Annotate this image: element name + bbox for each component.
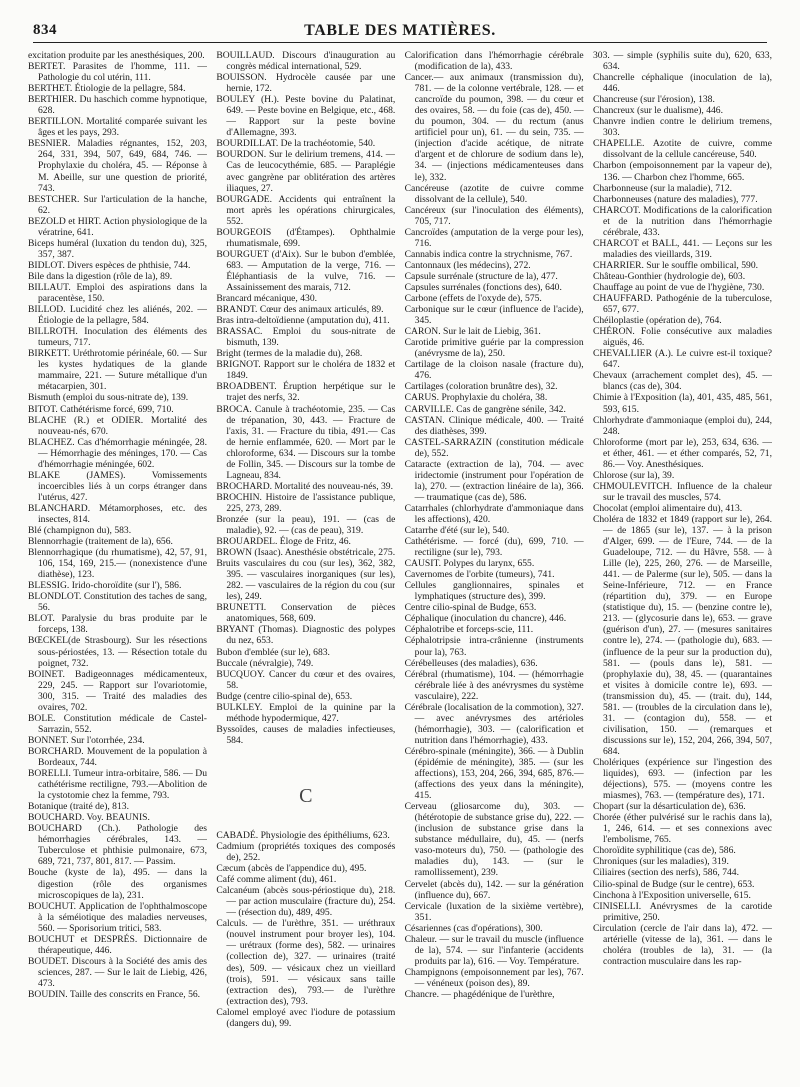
- index-entry: BLONDLOT. Constitution des taches de sang, 56.: [28, 591, 207, 614]
- index-entry: BEZOLD et HIRT. Action physiologique de la vératrine, 641.: [28, 215, 207, 238]
- index-entry: Catarrhe d'été (sur le), 540.: [404, 525, 510, 537]
- index-entry: Chloroforme (mort par le), 253, 634, 636. — et éther, 461. — et éther comparés, 52, 71, 86.— Voy. Anesthésiques.: [592, 436, 772, 470]
- index-entry: 303. — simple (syphilis suite du), 620, 633, 634.: [592, 50, 772, 73]
- index-entry: Capsule surrénale (structure de la), 477.: [404, 270, 558, 282]
- index-entry: Circulation (cercle de l'air dans la), 472. — artérielle (vitesse de la), 361. — dans le choléra (troubles de la), 31. — (la contraction musculaire dans les rap-: [592, 922, 772, 967]
- index-entry: BRASSAC. Emploi du sous-nitrate de bismuth, 139.: [216, 326, 396, 349]
- index-entry: Calcanéum (abcès sous-périostique du), 218. — par action musculaire (fracture du), 254. — (résection du), 489, 495.: [216, 885, 396, 919]
- index-entry: Calorification dans l'hémorrhagie cérébrale (modification de la), 433.: [404, 50, 584, 73]
- index-entry: BLANCHARD. Métamorphoses, etc. des insectes, 814.: [28, 502, 207, 525]
- index-entry: CHARCOT. Modifications de la calorification et de la nutrition dans l'hémorrhagie cérébrale, 433.: [592, 204, 772, 238]
- index-entry: Céphalotripsie intra-crânienne (instruments pour la), 763.: [404, 635, 584, 658]
- index-entry: CAUSIT. Polypes du larynx, 655.: [404, 558, 535, 570]
- index-entry: Brancard mécanique, 430.: [216, 293, 318, 305]
- index-entry: Blé (champignon du), 583.: [28, 525, 132, 537]
- index-entry: Chancre. — phagédénique de l'urèthre,: [404, 988, 555, 1000]
- index-entry: Bile dans la digestion (rôle de la), 89.: [28, 270, 173, 282]
- index-entry: Cholériques (expérience sur l'ingestion des liquides), 693. — (infection par les déjections), 575. — (moyens contre les miasmes), 763. — (température des), 171.: [592, 757, 772, 802]
- index-entry: CABADÉ. Physiologie des épithéliums, 623.: [216, 829, 390, 841]
- index-entry: Chancrelle céphalique (inoculation de la), 446.: [592, 72, 772, 95]
- index-entry: Cinchona à l'Exposition universelle, 615.: [592, 889, 751, 901]
- index-entry: Chlorhydrate d'ammoniaque (emploi du), 244, 248.: [592, 414, 772, 437]
- index-entry: Café comme aliment (du), 461.: [216, 874, 337, 886]
- index-entry: Céphalique (inoculation du chancre), 446.: [404, 613, 567, 625]
- index-entry: Carbone (effets de l'oxyde de), 575.: [404, 293, 542, 305]
- index-entry: Chlorose (sur la), 39.: [592, 469, 675, 481]
- index-entry: BERTHET. Étiologie de la pellagre, 584.: [28, 83, 186, 95]
- index-entry: CASTAN. Clinique médicale, 400. — Traité des diathèses, 399.: [404, 414, 584, 437]
- index-columns: [28, 50, 772, 1080]
- index-entry: Budge (centre cilio-spinal de), 653.: [216, 690, 353, 702]
- index-entry: Carotide primitive guérie par la compression (anévrysme de la), 250.: [404, 337, 584, 360]
- index-entry: BOURGADE. Accidents qui entraînent la mort après les opérations chirurgicales, 552.: [216, 193, 396, 227]
- index-entry: Château-Gonthier (hydrologie de), 603.: [592, 270, 746, 282]
- index-entry: Chopart (sur la désarticulation de), 636.: [592, 801, 746, 813]
- index-entry: Cadmium (propriétés toxiques des composés de), 252.: [216, 841, 396, 864]
- index-entry: Cataracte (extraction de la), 704. — avec iridectomie (instrument pour l'opération de la), 270. — (extraction linéaire de la), 366. — traumatique (cas de), 586.: [404, 458, 584, 503]
- index-entry: BROWN (Isaac). Anesthésie obstétricale, 275.: [216, 547, 396, 559]
- index-entry: BESNIER. Maladies régnantes, 152, 203, 264, 331, 394, 507, 649, 684, 746. — Prophylaxie du choléra, 45. — Réponse à M. Abeille, sur une question de priorité, 743.: [28, 138, 207, 194]
- index-entry: CHAUFFARD. Pathogénie de la tuberculose, 657, 677.: [592, 293, 772, 316]
- index-entry: BOULEY (H.). Peste bovine du Palatinat, 649. — Peste bovine en Belgique, etc., 468. — Rapport sur la peste bovine d'Allemagne, 393.: [216, 94, 396, 139]
- index-entry: CASTEL-SARRAZIN (constitution médicale de), 552.: [404, 436, 584, 459]
- index-entry: Cérébelleuses (des maladies), 636.: [404, 657, 538, 669]
- index-entry: Botanique (traité de), 813.: [28, 801, 129, 813]
- index-entry: CARON. Sur le lait de Liebig, 361.: [404, 326, 541, 338]
- index-entry: BLAKE (JAMES). Vomissements incoercibles liés à un corps étranger dans l'utérus, 427.: [28, 469, 207, 503]
- index-entry: BLOT. Paralysie du bras produite par le forceps, 138.: [28, 613, 207, 636]
- index-entry: BROUARDEL. Éloge de Fritz, 46.: [216, 536, 351, 548]
- index-entry: Choléra de 1832 et 1849 (rapport sur le), 264. — de 1865 (sur le), 137. — à la prison d'Alger, 699. — de l'Eure, 744. — de la Guadeloupe, 712. — du Hâvre, 558. — à Lille (le), 225, 260, 276. — de Marseille, 441. — de Palerme (sur le), 505. — dans la Seine-Inférieure, 712. — en France (répartition du), 379. — en Europe (statistique du), 15. — (benzine contre le), 213. — (glycosurie dans le), 653. — grave (guérison d'un), 27. — (mesures sanitaires contre le), 274. — (pathologie du), 683. — (influence de la peur sur la production du), 581. — (pouls dans le), 581. — (prophylaxie du), 38, 45. — (quarantaines et visites à domicile contre le), 693. — (transmission du), 45. — (trait. du), 144, 581. — (troubles de la circulation dans le), 31. — (contagion du), 558. — et civilisation, 150. — (remarques et discussions sur le), 152, 204, 266, 394, 507, 684.: [592, 513, 772, 757]
- index-entry: excitation produite par les anesthésiques, 200.: [28, 50, 205, 61]
- index-entry: Chancreuse (sur l'érosion), 138.: [592, 94, 715, 106]
- index-entry: Blennorrhagie (traitement de la), 656.: [28, 536, 173, 548]
- index-entry: BLACHE (R.) et ODIER. Mortalité des nouveau-nés, 670.: [28, 414, 207, 437]
- index-entry: Biceps huméral (luxation du tendon du), 325, 357, 387.: [28, 237, 207, 260]
- index-entry: Bruits vasculaires du cou (sur les), 362, 382, 395. — vasculaires inorganiques (sur les), 282. — vasculaires de la région du cou (sur les), 249.: [216, 558, 396, 603]
- index-entry: Bright (termes de la maladie du), 268.: [216, 348, 363, 360]
- index-entry: Cathétérisme. — forcé (du), 699, 710. — rectiligne (sur le), 793.: [404, 536, 584, 559]
- index-entry: Buccale (névralgie), 749.: [216, 657, 314, 669]
- index-entry: Chauffage au point de vue de l'hygiène, 730.: [592, 281, 765, 293]
- index-entry: Chroniques (sur les maladies), 319.: [592, 856, 729, 868]
- page-header: [33, 22, 767, 43]
- index-entry: Cervelet (abcès du), 142. — sur la génération (influence du), 667.: [404, 878, 584, 901]
- index-entry: Calculs. — de l'urèthre, 351. — uréthraux (nouvel instrument pour broyer les), 104. — urétraux (forme des), 582. — urinaires (collection de), 327. — urinaires (traité des), 509. — vésicaux chez un vieillard (trois), 591. — vésicaux sans taille (extraction des), 793.— de l'urèthre (extraction des), 793.: [216, 918, 396, 1007]
- index-entry: BOURDON. Sur le delirium tremens, 414. — Cas de leucocythémie, 685. — Paraplégie avec gangrène par oblitération des artères iliaques, 27.: [216, 149, 396, 194]
- index-entry: Bismuth (emploi du sous-nitrate de), 139.: [28, 392, 189, 404]
- index-entry: BOUCHARD (Ch.). Pathologie des hémorrhagies cérébrales, 143. — Tuberculose et phthisie pulmonaire, 673, 689, 721, 737, 801, 817. — Passim.: [28, 823, 207, 868]
- index-entry: Cervicale (luxation de la sixième vertèbre), 351.: [404, 900, 584, 923]
- index-entry: BILLAUT. Emploi des aspirations dans la paracentèse, 150.: [28, 281, 207, 305]
- index-entry: Chanvre indien contre le delirium tremens, 303.: [592, 116, 772, 139]
- index-entry: Bronzée (sur la peau), 191. — (cas de maladie), 92. — (cas de peau), 319.: [216, 513, 396, 537]
- index-entry: BROCHIN. Histoire de l'assistance publique, 225, 273, 289.: [216, 491, 396, 514]
- index-column-2: [216, 50, 395, 1080]
- index-entry: BOINET. Badigeonnages médicamenteux, 229, 245. — Rapport sur l'ovariotomie, 300, 315. — Traité des maladies des ovaires, 702.: [28, 668, 207, 713]
- index-entry: BOUCHUT et DESPRÉS. Dictionnaire de thérapeutique, 446.: [28, 933, 207, 956]
- index-entry: BŒCKEL(de Strasbourg). Sur les résections sous-périostées, 13. — Résection totale du poignet, 732.: [28, 635, 207, 669]
- index-entry: Chéiloplastie (opération de), 764.: [592, 315, 722, 327]
- index-entry: BROCHARD. Mortalité des nouveau-nés, 39.: [216, 480, 393, 492]
- index-entry: Césariennes (cas d'opérations), 300.: [404, 922, 543, 934]
- index-entry: CHAPELLE. Azotite de cuivre, comme dissolvant de la cellule cancéreuse, 540.: [592, 138, 772, 161]
- index-entry: BOUDIN. Taille des conscrits en France, 56.: [28, 988, 201, 1000]
- index-entry: CARVILLE. Cas de gangrène sénile, 342.: [404, 403, 566, 415]
- index-entry: BOUISSON. Hydrocèle causée par une hernie, 172.: [216, 72, 396, 95]
- index-entry: Capsules surrénales (fonctions des), 640.: [404, 281, 562, 293]
- index-entry: BIRKETT. Uréthrotomie périnéale, 60. — Sur les kystes hydatiques de la glande mammaire, 221. — Suture métallique d'un métacarpien, 301.: [28, 348, 207, 393]
- index-entry: Cæcum (abcès de l'appendice du), 495.: [216, 863, 367, 875]
- index-entry: BOURDILLAT. De la trachéotomie, 540.: [216, 138, 376, 150]
- index-entry: Bouche (kyste de la), 495. — dans la digestion (rôle des organismes microscopiques de la), 231.: [28, 867, 207, 901]
- index-entry: CHMOULEVITCH. Influence de la chaleur sur le travail des muscles, 574.: [592, 480, 772, 503]
- index-entry: Chorée (éther pulvérisé sur le rachis dans la), 1, 246, 614. — et ses connexions avec l'embolisme, 765.: [592, 812, 772, 846]
- index-entry: Bras intra-deltoïdienne (amputation du), 411.: [216, 315, 390, 327]
- index-entry: BOUCHARD. Voy. BEAUNIS.: [28, 812, 150, 824]
- index-entry: Cancer.— aux animaux (transmission du), 781. — de la colonne vertébrale, 128. — et cancroïde du poumon, 398. — du cœur et des ovaires, 58. — du foie (cas de), 450. — du poumon, 304. — du rectum (anus artificiel pour un), 61. — du sein, 735. — (injection d'acide acétique, de nitrate d'argent et de chlorure de sodium dans le), 34. — (injections médicamenteuses dans le), 332.: [404, 72, 584, 183]
- index-entry: Cavernomes de l'orbite (tumeurs), 741.: [404, 569, 555, 581]
- index-entry: CHARRIER. Sur le souffle ombilical, 590.: [592, 259, 759, 271]
- index-entry: BULKLEY. Emploi de la quinine par la méthode hypodermique, 427.: [216, 701, 396, 724]
- index-entry: Champignons (empoisonnement par les), 767. — vénéneux (poison des), 89.: [404, 966, 584, 989]
- index-entry: BOURGUET (d'Aix). Sur le bubon d'emblée, 683. — Amputation de la verge, 716. — Éléphantiasis de la vulve, 716. — Assainissement des marais, 712.: [216, 248, 396, 293]
- index-entry: BOUCHUT. Application de l'ophthalmoscope à la séméiotique des maladies nerveuses, 560. — Sporisorium tritici, 583.: [28, 900, 207, 934]
- index-entry: BOUILLAUD. Discours d'inauguration au congrès médical international, 529.: [216, 50, 396, 73]
- index-entry: BOURGEOIS (d'Étampes). Ophthalmie rhumatismale, 699.: [216, 226, 396, 249]
- index-entry: Charbonneuse (sur la maladie), 712.: [592, 182, 733, 194]
- index-entry: Cancéreuse (azotite de cuivre comme dissolvant de la cellule), 540.: [404, 182, 584, 205]
- index-entry: BERTHIER. Du haschich comme hypnotique, 628.: [28, 94, 207, 117]
- index-entry: CARUS. Prophylaxie du choléra, 38.: [404, 392, 548, 404]
- index-entry: BORELLI. Tumeur intra-orbitaire, 586. — Du cathétérisme rectiligne, 793.—Abolition de la cystotomie chez la femme, 793.: [28, 768, 207, 802]
- index-entry: BUCQUOY. Cancer du cœur et des ovaires, 58.: [216, 668, 396, 691]
- index-entry: CHARCOT et BALL, 441. — Leçons sur les maladies des vieillards, 319.: [592, 237, 772, 260]
- index-entry: CINISELLI. Anévrysmes de la carotide primitive, 250.: [592, 900, 772, 923]
- index-entry: Cérébro-spinale (méningite), 366. — à Dublin (épidémie de méningite), 385. — (sur les affections), 153, 204, 266, 394, 685, 876.— (affections des yeux dans la méningite), 415.: [404, 745, 584, 802]
- index-entry: BOLE. Constitution médicale de Castel-Sarrazin, 552.: [28, 712, 207, 735]
- index-column-4: [593, 50, 772, 1080]
- index-entry: BLACHEZ. Cas d'hémorrhagie méningée, 28.— Hémorrhagie des méninges, 170. — Cas d'hémorrhagie méningée, 602.: [28, 436, 207, 470]
- index-entry: Centre cilio-spinal de Budge, 653.: [404, 602, 537, 614]
- index-entry: Cannabis indica contre la strychnisme, 767.: [404, 248, 573, 260]
- running-title: TABLE DES MATIÈRES.: [304, 22, 496, 39]
- index-entry: CHÉRON. Folie consécutive aux maladies aiguës, 46.: [592, 326, 772, 349]
- section-letter: C: [299, 784, 313, 807]
- index-entry: Cellules ganglionnaires, spinales et lymphatiques (structure des), 399.: [404, 580, 584, 603]
- index-entry: Cérébral (rhumatisme), 104. — (hémorrhagie cérébrale liée à des anévrysmes du système vasculaire), 222.: [404, 668, 584, 702]
- index-entry: BERTILLON. Mortalité comparée suivant les âges et les pays, 293.: [28, 116, 207, 139]
- index-entry: Charbonneuses (nature des maladies), 777.: [592, 193, 758, 205]
- index-entry: Céphalotribe et forceps-scie, 111.: [404, 624, 534, 636]
- index-entry: Bubon d'emblée (sur le), 683.: [216, 646, 330, 658]
- index-entry: BILLOD. Lucidité chez les aliénés, 202. — Étiologie de la pellagre, 584.: [28, 304, 207, 327]
- index-entry: Cancroïdes (amputation de la verge pour les), 716.: [404, 226, 584, 249]
- index-entry: Choroïdite syphilitique (cas de), 586.: [592, 845, 736, 857]
- index-entry: Chocolat (emploi alimentaire du), 413.: [592, 502, 743, 514]
- index-entry: BITOT. Cathétérisme forcé, 699, 710.: [28, 403, 174, 415]
- index-entry: Cancéreux (sur l'inoculation des éléments), 705, 717.: [404, 204, 584, 227]
- index-entry: Cartilage de la cloison nasale (fracture du), 476.: [404, 359, 584, 382]
- index-column-3: [405, 50, 584, 1080]
- index-entry: Cartilages (coloration brunâtre des), 32.: [404, 381, 558, 393]
- index-entry: BRYANT (Thomas). Diagnostic des polypes du nez, 653.: [216, 624, 396, 647]
- index-entry: BESTCHER. Sur l'articulation de la hanche, 62.: [28, 193, 207, 216]
- index-entry: BONNET. Sur l'otorrhée, 234.: [28, 734, 145, 746]
- index-entry: BLESSIG. Irido-choroïdite (sur l'), 586.: [28, 580, 182, 592]
- index-entry: CHEVALLIER (A.). Le cuivre est-il toxique? 647.: [592, 348, 772, 371]
- index-entry: BRIGNOT. Rapport sur le choléra de 1832 et 1849.: [216, 359, 396, 382]
- index-entry: Cilio-spinal de Budge (sur le centre), 653.: [592, 878, 755, 890]
- index-entry: Ciliaires (section des nerfs), 586, 744.: [592, 867, 739, 879]
- index-entry: Catarrhales (chlorhydrate d'ammoniaque dans les affections), 420.: [404, 502, 584, 525]
- index-entry: BIDLOT. Divers espèces de phthisie, 744.: [28, 259, 191, 271]
- page-number: 834: [33, 22, 57, 38]
- index-entry: BROADBENT. Éruption herpétique sur le trajet des nerfs, 32.: [216, 381, 396, 404]
- index-entry: Cérébrale (localisation de la commotion), 327. — avec anévrysmes des artérioles (hémorrhagie), 303. — (calorification et nutrition dans l'hémorrhagie), 433.: [404, 701, 584, 746]
- index-entry: Byssoïdes, causes de maladies infectieuses, 584.: [216, 723, 396, 746]
- index-entry: Calomel employé avec l'iodure de potassium (dangers du), 99.: [216, 1006, 396, 1029]
- index-entry: Carbonique sur le cœur (influence de l'acide), 345.: [404, 304, 584, 327]
- index-entry: Blennorrhagique (du rhumatisme), 42, 57, 91, 106, 154, 169, 215.— (nonexistence d'une diathèse), 123.: [28, 547, 207, 581]
- index-entry: Chancreux (sur le dualisme), 446.: [592, 105, 723, 117]
- index-entry: Chaleur. — sur le travail du muscle (influence de la), 574. — sur l'infanterie (accidents produits par la), 616. — Voy. Température.: [404, 933, 584, 967]
- index-entry: Chevaux (arrachement complet des), 45. — blancs (cas de), 304.: [592, 370, 772, 393]
- index-entry: BOUDET. Discours à la Société des amis des sciences, 287. — Sur le lait de Liebig, 426, 473.: [28, 955, 207, 989]
- index-entry: BROCA. Canule à trachéotomie, 235. — Cas de trépanation, 30, 443. — Fracture de l'axis, 31. — Fracture du tibia, 491.— Cas de hernie enflammée, 620. — Mort par le chloroforme, 634. — Discours sur la tombe de Follin, 345. — Discours sur la tombe de Lagneau, 834.: [216, 403, 396, 481]
- index-entry: BRUNETTI. Conservation de pièces anatomiques, 568, 609.: [216, 602, 396, 625]
- index-entry: BERTET. Parasites de l'homme, 111. — Pathologie du col utérin, 111.: [28, 61, 207, 84]
- index-entry: Chimie à l'Exposition (la), 401, 435, 485, 561, 593, 615.: [592, 392, 772, 415]
- index-entry: Cantonnaux (les médecins), 272.: [404, 259, 531, 271]
- index-entry: Charbon (empoisonnement par la vapeur de), 136. — Charbon chez l'homme, 665.: [592, 160, 772, 183]
- index-entry: BORCHARD. Mouvement de la population à Bordeaux, 744.: [28, 745, 207, 768]
- index-entry: BILLROTH. Inoculation des éléments des tumeurs, 717.: [28, 326, 207, 349]
- index-entry: Cerveau (gliosarcome du), 303. — (hétérotopie de substance grise du), 222. — (inclusion de substance grise dans la substance médullaire, du), 45. — (nerfs vaso-moteurs du), 750. — (pathologie des maladies du), 143. — (sur le ramollissement), 239.: [404, 801, 584, 879]
- index-column-1: [28, 50, 207, 1080]
- index-entry: BRANDT. Cœur des animaux articulés, 89.: [216, 304, 384, 316]
